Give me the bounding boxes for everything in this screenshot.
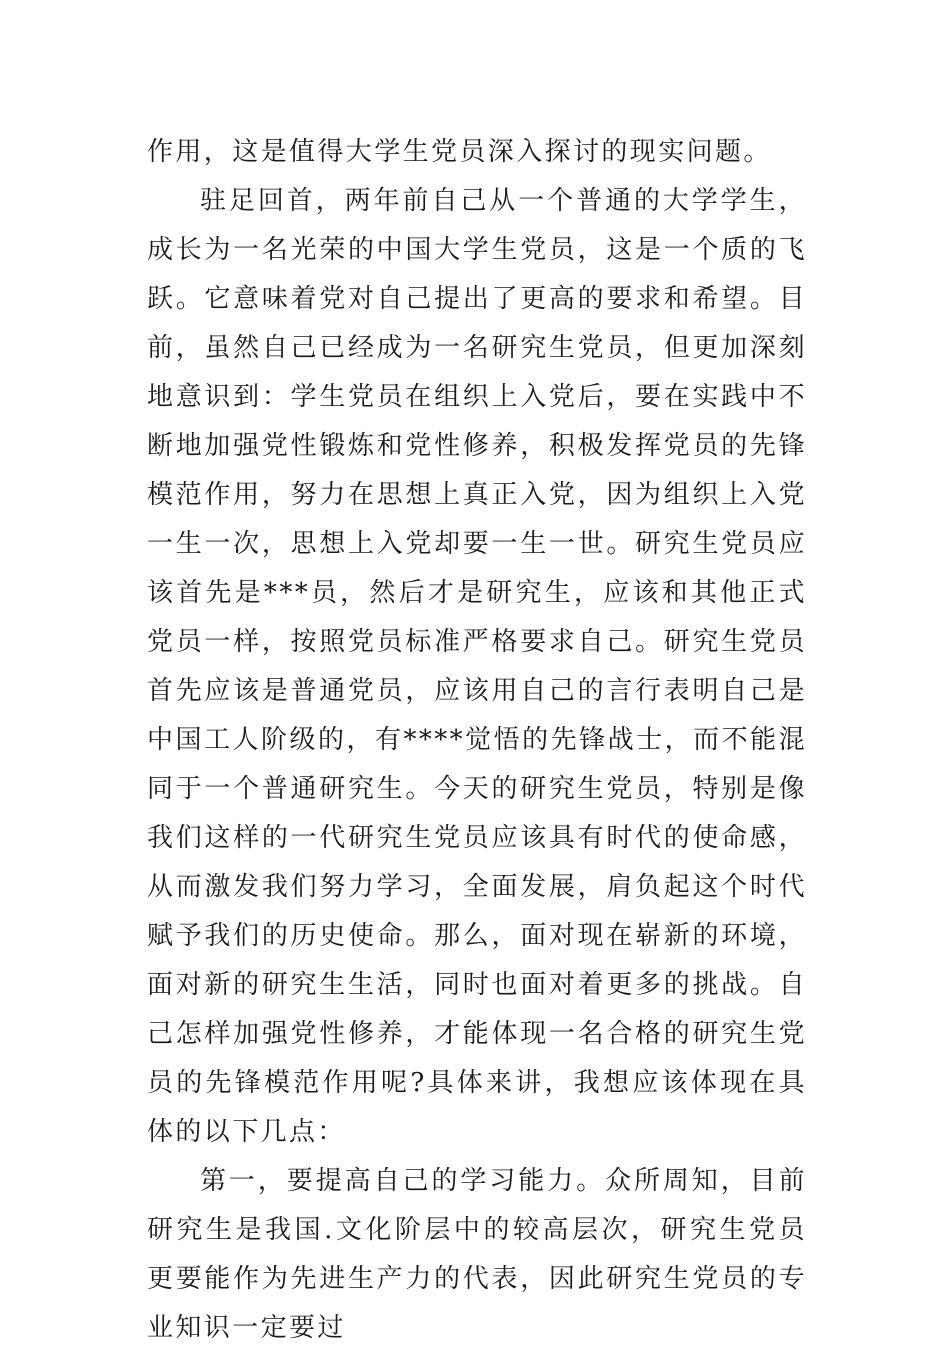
paragraph-3: 第一，要提高自己的学习能力。众所周知，目前研究生是我国.文化阶层中的较高层次，研究生党员更要能作为先进生产力的代表，因此研究生党员的专业知识一定要过 <box>147 1166 807 1343</box>
document-body <box>147 128 807 1353</box>
paragraph-1: 作用，这是值得大学生党员深入探讨的现实问题。 <box>147 137 772 167</box>
paragraph-2: 驻足回首，两年前自己从一个普通的大学学生，成长为一名光荣的中国大学生党员，这是一个质的飞跃。它意味着党对自己提出了更高的要求和希望。目前，虽然自己已经成为一名研究生党员，但更加深刻地意识到：学生党员在组织上入党后，要在实践中不断地加强党性锻炼和党性修养，积极发挥党员的先锋模范作用，努力在思想上真正入党，因为组织上入党一生一次，思想上入党却要一生一世。研究生党员应该首先是***员，然后才是研究生，应该和其他正式党员一样，按照党员标准严格要求自己。研究生党员首先应该是普通党员，应该用自己的言行表明自己是中国工人阶级的，有****觉悟的先锋战士，而不能混同于一个普通研究生。今天的研究生党员，特别是像我们这样的一代研究生党员应该具有时代的使命感，从而激发我们努力学习，全面发展，肩负起这个时代赋予我们的历史使命。那么，面对现在崭新的环境，面对新的研究生生活，同时也面对着更多的挑战。自己怎样加强党性修养，才能体现一名合格的研究生党员的先锋模范作用呢?具体来讲，我想应该体现在具体的以下几点： <box>147 186 807 1147</box>
